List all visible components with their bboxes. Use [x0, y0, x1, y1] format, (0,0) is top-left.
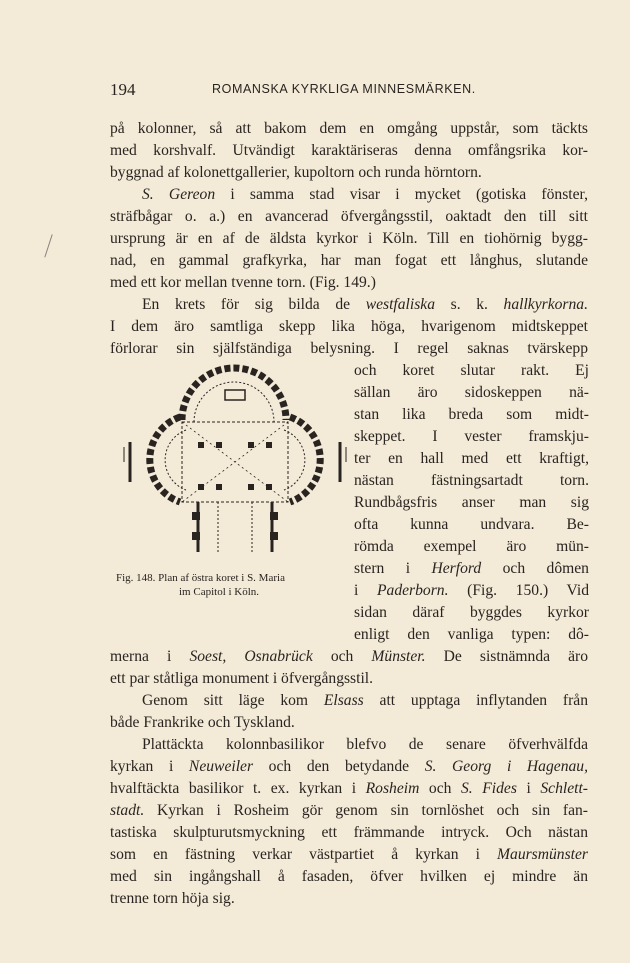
figure-caption — [116, 571, 356, 599]
text-line: med sin ingångshall å fasaden, öfver hvilken ej mindre än — [110, 868, 588, 885]
pier — [248, 484, 254, 490]
text-line: Rundbågsfris anser man sig — [354, 494, 589, 511]
text-line: nästan fästningsartadt torn. — [354, 472, 589, 489]
emphasis: Elsass — [323, 692, 364, 709]
text-span: hvalftäckta basilikor t. ex. kyrkan i — [110, 780, 366, 797]
pier — [270, 512, 278, 520]
text-span: i samma stad visar i mycket (gotiska fönster, — [215, 186, 588, 203]
emphasis: Herford — [431, 560, 482, 577]
emphasis: Paderborn. — [377, 582, 449, 599]
pier — [198, 484, 204, 490]
emphasis: S. Gereon — [142, 186, 216, 203]
pier — [270, 532, 278, 540]
page-header — [110, 80, 590, 104]
text-line: ter en hall med ett kraftigt, — [354, 450, 589, 467]
pier — [266, 484, 272, 490]
text-line: I dem äro samtliga skepp lika höga, hvarigenom midtskeppet — [110, 318, 588, 335]
text-span: i — [516, 780, 541, 797]
text-span: och dômen — [481, 560, 589, 577]
text-line: och koret slutar rakt. Ej — [354, 362, 589, 379]
text-line — [142, 690, 588, 712]
text-span: En krets för sig bilda de — [142, 296, 366, 313]
text-line: nad, en gammal grafkyrka, har man fogat ett långhus, slutande — [110, 252, 588, 269]
text-line: tastiska skulpturutsmyckning ett främmande intryck. Och nästan — [110, 824, 588, 841]
text-span: merna i — [110, 648, 190, 665]
text-line: både Frankrike och Tyskland. — [110, 714, 295, 731]
text-span: Kyrkan i Rosheim gör genom sin tornlöshet och sin fan- — [144, 802, 588, 819]
north-apse-ambulatory — [194, 382, 274, 422]
emphasis: S. Georg i Hagenau, — [424, 758, 588, 775]
text-line: med korshvalf. Utvändigt karaktäriseras denna omfångsrika kor- — [110, 142, 588, 159]
pier — [216, 484, 222, 490]
west-apse-ambulatory — [165, 430, 186, 490]
emphasis: westfaliska — [365, 296, 435, 313]
text-span: De sistnämnda äro — [425, 648, 589, 665]
caption-line: Fig. 148. Plan af östra koret i S. Maria — [116, 572, 285, 584]
floor-plan-drawing — [110, 352, 360, 567]
text-line — [110, 646, 588, 668]
emphasis: hallkyrkorna. — [503, 296, 588, 313]
page-number: 194 — [110, 80, 136, 99]
east-apse-ambulatory — [284, 430, 305, 490]
north-apse-wall — [182, 368, 286, 420]
text-line: på kolonner, så att bakom dem en omgång uppstår, som täckts — [110, 120, 588, 137]
west-apse-wall — [150, 417, 180, 502]
pier — [248, 442, 254, 448]
text-span: i — [354, 582, 377, 599]
text-line — [142, 294, 588, 316]
text-line: skeppet. I vester framskju- — [354, 428, 589, 445]
text-line: trenne torn höja sig. — [110, 890, 235, 907]
text-span: stern i — [354, 560, 432, 577]
church-plan-figure — [110, 352, 360, 567]
text-span: kyrkan i — [110, 758, 189, 775]
pier — [192, 512, 200, 520]
emphasis: stadt. — [110, 802, 145, 819]
text-line: stan lika breda som midt- — [354, 406, 589, 423]
text-line — [354, 580, 589, 602]
text-line: sträfbågar o. a.) en avancerad öfvergångsstil, oaktadt den till sitt — [110, 208, 588, 225]
text-span: som en fästning verkar västpartiet å kyrkan i — [110, 846, 498, 863]
emphasis: Maursmünster — [497, 846, 588, 863]
text-line — [110, 800, 588, 822]
emphasis: Soest, Osnabrück — [189, 648, 313, 665]
text-line — [110, 778, 588, 800]
caption-line: im Capitol i Köln. — [179, 586, 260, 598]
text-span: s. k. — [435, 296, 504, 313]
running-title: ROMANSKA KYRKLIGA MINNESMÄRKEN. — [212, 82, 476, 96]
text-line: ofta kunna undvara. Be- — [354, 516, 589, 533]
pier — [192, 532, 200, 540]
pier — [198, 442, 204, 448]
text-span: och — [312, 648, 372, 665]
text-span: att upptaga inflytanden från — [363, 692, 588, 709]
emphasis: Schlett- — [540, 780, 588, 797]
text-line: enligt den vanliga typen: dô- — [354, 626, 589, 643]
text-line: förlorar sin själfständiga belysning. I regel saknas tvärskepp — [110, 340, 588, 357]
text-line: med ett kor mellan tvenne torn. (Fig. 149.) — [110, 274, 376, 291]
text-line — [142, 184, 588, 206]
text-line: Plattäckta kolonnbasilikor blefvo de senare öfverhvälfda — [142, 736, 588, 753]
emphasis: S. Fides — [461, 780, 517, 797]
text-line: sidan däraf byggdes kyrkor — [354, 604, 589, 621]
emphasis: Rosheim — [365, 780, 420, 797]
emphasis: Neuweiler — [188, 758, 254, 775]
margin-pencil-mark — [44, 234, 53, 257]
text-line: byggnad af kolonettgallerier, kupoltorn och runda hörntorn. — [110, 164, 482, 181]
text-span: och — [419, 780, 461, 797]
text-line — [110, 756, 588, 778]
text-line: ett par ståtliga monument i öfvergångsstil. — [110, 670, 374, 687]
east-apse-wall — [290, 417, 320, 502]
altar — [225, 390, 245, 400]
text-span: Genom sitt läge kom — [142, 692, 324, 709]
text-line — [354, 558, 589, 580]
text-line: ursprung är en af de äldsta kyrkor i Köln. Till en tiohörnig bygg- — [110, 230, 588, 247]
pier — [216, 442, 222, 448]
text-span: och den betydande — [253, 758, 425, 775]
text-line — [110, 844, 588, 866]
text-span: (Fig. 150.) Vid — [448, 582, 589, 599]
pier — [266, 442, 272, 448]
text-line: sällan äro sidoskeppen nä- — [354, 384, 589, 401]
emphasis: Münster. — [371, 648, 426, 665]
text-line: römda exempel äro mün- — [354, 538, 589, 555]
vault-diagonal — [182, 422, 288, 502]
